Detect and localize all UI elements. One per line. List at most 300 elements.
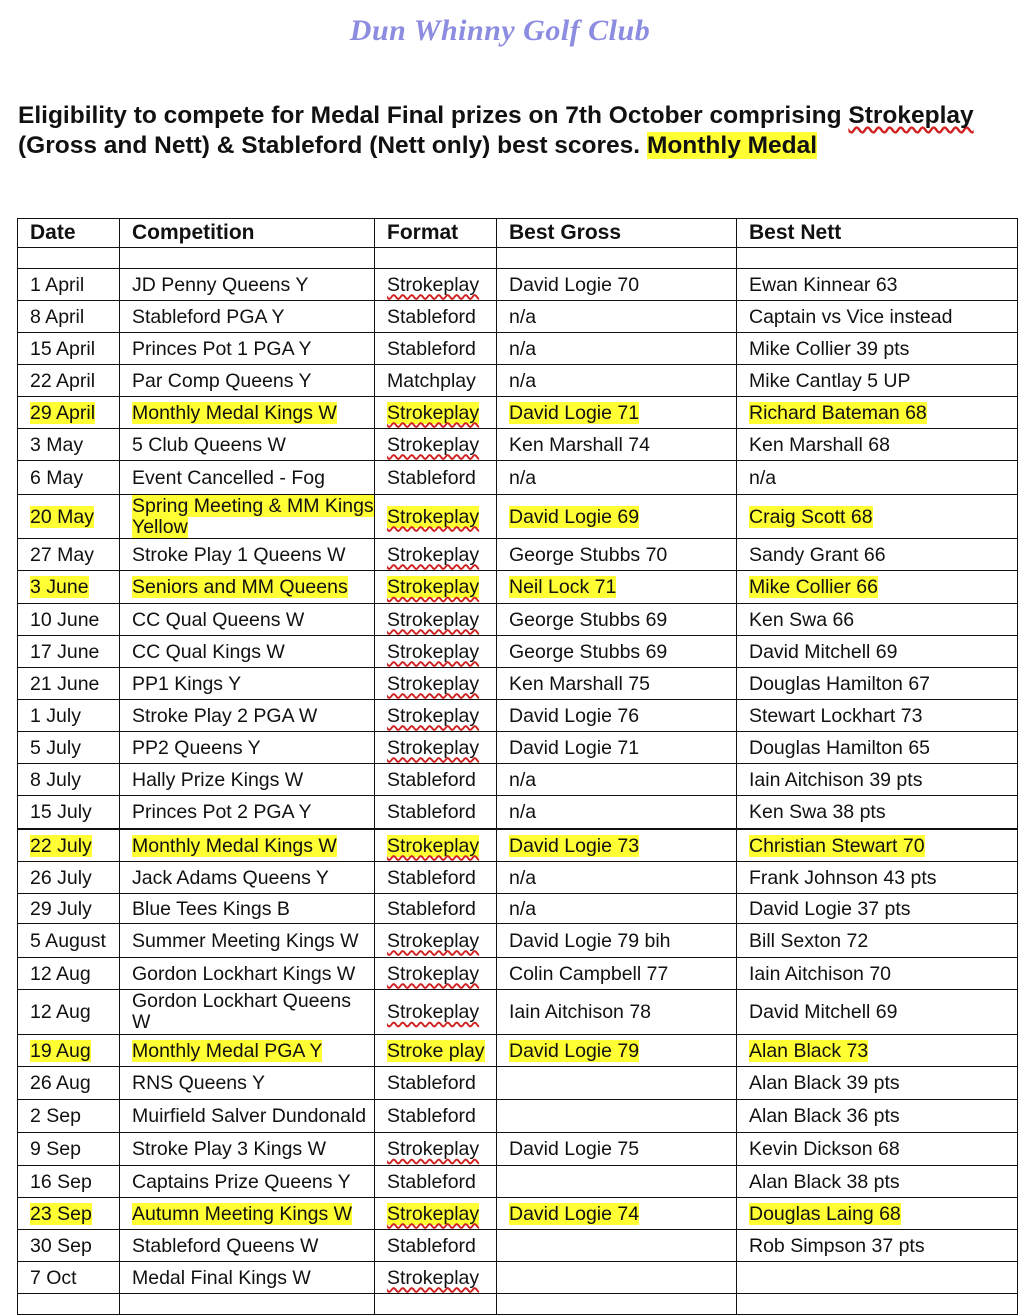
date-cell-text: 23 Sep [30, 1202, 92, 1225]
competition-cell [120, 862, 375, 894]
competition-cell-text: Stroke Play 2 PGA W [132, 704, 318, 727]
date-cell [18, 604, 120, 636]
table-row [18, 668, 1018, 700]
best-nett-cell [737, 1230, 1018, 1262]
competition-cell-text: Monthly Medal PGA Y [132, 1039, 323, 1062]
competition-cell-text: JD Penny Queens Y [132, 273, 309, 296]
format-cell [375, 1294, 497, 1315]
best-nett-cell [737, 829, 1018, 862]
best-nett-cell [737, 604, 1018, 636]
format-cell-text: Stroke play [387, 1039, 485, 1062]
table-row [18, 636, 1018, 668]
best-gross-cell-text: George Stubbs 69 [509, 608, 668, 631]
competition-cell-text: RNS Queens Y [132, 1072, 265, 1094]
table-row [18, 571, 1018, 604]
best-nett-cell-text: Iain Aitchison 39 pts [749, 768, 923, 791]
best-nett-cell-text: Alan Black 36 pts [749, 1105, 900, 1127]
format-cell-text: Strokeplay [387, 433, 480, 456]
date-cell [18, 958, 120, 990]
format-cell-text: Strokeplay [387, 1266, 480, 1289]
best-gross-cell [497, 539, 737, 571]
table-row [18, 365, 1018, 397]
table-row [18, 1294, 1018, 1315]
best-gross-cell-text: n/a [509, 305, 537, 328]
format-cell [375, 990, 497, 1035]
table-row [18, 397, 1018, 429]
competition-cell-text: CC Qual Queens W [132, 608, 305, 631]
best-gross-cell-text: David Logie 74 [509, 1202, 640, 1225]
table-row [18, 1100, 1018, 1133]
format-cell [375, 1100, 497, 1133]
best-nett-cell [737, 269, 1018, 301]
best-gross-cell [497, 1198, 737, 1230]
date-cell [18, 764, 120, 796]
competition-cell-text: Blue Tees Kings B [132, 897, 290, 920]
best-nett-cell [737, 668, 1018, 700]
table-row [18, 604, 1018, 636]
best-nett-cell-text: Alan Black 73 [749, 1039, 869, 1062]
format-cell [375, 1067, 497, 1100]
competition-cell-text: Summer Meeting Kings W [132, 929, 359, 952]
table-row [18, 429, 1018, 461]
best-gross-cell-text: n/a [509, 466, 537, 489]
format-cell [375, 539, 497, 571]
format-cell [375, 796, 497, 830]
date-cell-text: 22 July [30, 834, 92, 857]
format-cell [375, 958, 497, 990]
date-cell [18, 829, 120, 862]
competition-cell [120, 1166, 375, 1198]
date-cell-text: 5 August [30, 929, 106, 952]
table-row [18, 248, 1018, 269]
best-nett-cell [737, 894, 1018, 924]
table-row [18, 1133, 1018, 1166]
best-gross-cell-text: Iain Aitchison 78 [509, 1001, 652, 1023]
format-cell-text: Stableford [387, 466, 476, 489]
format-cell [375, 1230, 497, 1262]
best-nett-cell [737, 1067, 1018, 1100]
competition-cell-text: Spring Meeting & MM Kings Yellow [132, 494, 374, 538]
best-gross-cell-text: George Stubbs 69 [509, 640, 668, 663]
best-nett-cell [737, 301, 1018, 333]
best-nett-cell-text: Ken Marshall 68 [749, 433, 890, 456]
competition-cell [120, 1067, 375, 1100]
best-gross-cell-text: Ken Marshall 74 [509, 433, 650, 456]
best-nett-cell-text: Ken Swa 38 pts [749, 801, 886, 823]
date-cell [18, 1100, 120, 1133]
col-header-competition: Competition [120, 219, 375, 248]
format-cell-text: Strokeplay [387, 543, 480, 566]
best-gross-cell [497, 796, 737, 830]
date-cell-text: 3 May [30, 433, 84, 456]
best-gross-cell-text: n/a [509, 801, 537, 823]
date-cell-text: 26 Aug [30, 1072, 91, 1094]
competition-cell-text: Stroke Play 3 Kings W [132, 1138, 326, 1160]
date-cell-text: 29 July [30, 897, 92, 920]
competition-cell-text: Princes Pot 2 PGA Y [132, 801, 312, 823]
format-cell [375, 461, 497, 495]
best-gross-cell [497, 829, 737, 862]
competition-cell [120, 924, 375, 958]
date-cell-text: 29 April [30, 401, 96, 424]
competition-cell-text: Hally Prize Kings W [132, 768, 304, 791]
best-gross-cell [497, 1166, 737, 1198]
table-row [18, 764, 1018, 796]
table-row [18, 1230, 1018, 1262]
competition-cell [120, 1262, 375, 1294]
competition-cell-text: Princes Pot 1 PGA Y [132, 337, 312, 360]
best-nett-cell-text: Alan Black 39 pts [749, 1072, 900, 1094]
format-cell-text: Stableford [387, 866, 476, 889]
date-cell-text: 12 Aug [30, 962, 91, 985]
date-cell-text: 8 April [30, 305, 85, 328]
heading-strokeplay-word: Strokeplay [848, 102, 974, 129]
format-cell-text: Stableford [387, 897, 476, 920]
best-nett-cell [737, 862, 1018, 894]
format-cell [375, 1166, 497, 1198]
format-cell-text: Stableford [387, 768, 476, 791]
table-row [18, 1262, 1018, 1294]
results-table [17, 218, 1018, 1315]
competition-cell-text: Monthly Medal Kings W [132, 401, 337, 424]
best-gross-cell-text: n/a [509, 897, 537, 920]
table-row [18, 269, 1018, 301]
format-cell-text: Stableford [387, 1072, 476, 1094]
date-cell [18, 1067, 120, 1100]
competition-cell [120, 764, 375, 796]
competition-cell-text: 5 Club Queens W [132, 433, 286, 456]
date-cell-text: 21 June [30, 672, 100, 695]
best-gross-cell-text: David Logie 69 [509, 505, 640, 528]
best-nett-cell [737, 461, 1018, 495]
format-cell-text: Stableford [387, 1170, 476, 1193]
best-gross-cell-text: Colin Campbell 77 [509, 962, 669, 985]
date-cell [18, 539, 120, 571]
table-row [18, 461, 1018, 495]
format-cell-text: Matchplay [387, 369, 476, 392]
table-row [18, 1198, 1018, 1230]
table-row [18, 700, 1018, 732]
format-cell [375, 924, 497, 958]
competition-cell [120, 429, 375, 461]
date-cell [18, 732, 120, 764]
best-nett-cell [737, 539, 1018, 571]
date-cell-text: 3 June [30, 576, 89, 598]
date-cell-text: 15 July [30, 801, 92, 823]
date-cell [18, 1133, 120, 1166]
best-nett-cell-text: David Mitchell 69 [749, 640, 898, 663]
date-cell [18, 894, 120, 924]
results-body [18, 248, 1018, 1315]
best-nett-cell-text: Richard Bateman 68 [749, 401, 927, 424]
table-header-row [18, 219, 1018, 248]
competition-cell [120, 333, 375, 365]
competition-cell [120, 732, 375, 764]
table-row [18, 924, 1018, 958]
competition-cell-text: Stroke Play 1 Queens W [132, 543, 346, 566]
format-cell [375, 1133, 497, 1166]
best-nett-cell [737, 333, 1018, 365]
format-cell [375, 429, 497, 461]
date-cell-text: 30 Sep [30, 1234, 92, 1257]
competition-cell [120, 571, 375, 604]
format-cell [375, 269, 497, 301]
best-gross-cell [497, 924, 737, 958]
col-header-best-nett: Best Nett [737, 219, 1018, 248]
best-nett-cell [737, 732, 1018, 764]
best-gross-cell [497, 894, 737, 924]
table-row [18, 990, 1018, 1035]
best-nett-cell-text: Rob Simpson 37 pts [749, 1234, 925, 1257]
col-header-best-gross: Best Gross [497, 219, 737, 248]
table-row [18, 862, 1018, 894]
date-cell [18, 1230, 120, 1262]
competition-cell [120, 796, 375, 830]
date-cell [18, 700, 120, 732]
format-cell-text: Stableford [387, 337, 476, 360]
best-nett-cell-text: Sandy Grant 66 [749, 543, 886, 566]
date-cell [18, 1262, 120, 1294]
date-cell [18, 924, 120, 958]
format-cell [375, 894, 497, 924]
format-cell [375, 700, 497, 732]
competition-cell [120, 248, 375, 269]
best-gross-cell [497, 990, 737, 1035]
date-cell [18, 269, 120, 301]
best-nett-cell-text: Ken Swa 66 [749, 608, 855, 631]
competition-cell [120, 495, 375, 539]
best-gross-cell [497, 700, 737, 732]
best-gross-cell [497, 1133, 737, 1166]
best-nett-cell [737, 1035, 1018, 1067]
competition-cell-text: Stableford Queens W [132, 1234, 319, 1257]
best-gross-cell [497, 333, 737, 365]
best-nett-cell-text: Ewan Kinnear 63 [749, 273, 898, 296]
table-row [18, 894, 1018, 924]
format-cell-text: Strokeplay [387, 640, 480, 663]
best-nett-cell [737, 397, 1018, 429]
best-nett-cell-text: Iain Aitchison 70 [749, 962, 892, 985]
competition-cell [120, 700, 375, 732]
format-cell-text: Stableford [387, 1234, 476, 1257]
best-nett-cell-text: Stewart Lockhart 73 [749, 704, 923, 727]
best-nett-cell [737, 958, 1018, 990]
format-cell [375, 668, 497, 700]
heading-text-end: (Gross and Nett) & Stableford (Nett only) best scores. [18, 131, 647, 159]
best-gross-cell-text: Ken Marshall 75 [509, 672, 650, 695]
competition-cell-text: Monthly Medal Kings W [132, 834, 337, 857]
format-cell-text: Strokeplay [387, 736, 480, 759]
best-nett-cell [737, 1198, 1018, 1230]
best-gross-cell-text: Neil Lock 71 [509, 576, 617, 598]
competition-cell [120, 894, 375, 924]
best-gross-cell-text: David Logie 75 [509, 1138, 640, 1160]
format-cell [375, 495, 497, 539]
best-nett-cell [737, 1262, 1018, 1294]
date-cell [18, 429, 120, 461]
format-cell-text: Strokeplay [387, 929, 480, 952]
date-cell-text: 17 June [30, 640, 100, 663]
format-cell [375, 604, 497, 636]
date-cell-text: 7 Oct [30, 1266, 77, 1289]
date-cell-text: 19 Aug [30, 1039, 91, 1062]
best-gross-cell [497, 732, 737, 764]
date-cell-text: 8 July [30, 768, 81, 791]
competition-cell [120, 604, 375, 636]
date-cell-text: 16 Sep [30, 1170, 92, 1193]
best-gross-cell-text: David Logie 73 [509, 834, 640, 857]
best-nett-cell [737, 429, 1018, 461]
best-gross-cell [497, 1230, 737, 1262]
date-cell [18, 796, 120, 830]
best-nett-cell [737, 990, 1018, 1035]
table-row [18, 1035, 1018, 1067]
date-cell-text: 1 April [30, 273, 85, 296]
date-cell [18, 1166, 120, 1198]
competition-cell [120, 958, 375, 990]
table-row [18, 539, 1018, 571]
table-row [18, 333, 1018, 365]
best-nett-cell [737, 924, 1018, 958]
best-gross-cell [497, 429, 737, 461]
best-gross-cell [497, 958, 737, 990]
date-cell [18, 248, 120, 269]
competition-cell [120, 668, 375, 700]
date-cell [18, 1294, 120, 1315]
best-nett-cell-text: Frank Johnson 43 pts [749, 866, 937, 889]
best-nett-cell-text: Mike Cantlay 5 UP [749, 369, 911, 392]
best-gross-cell-text: n/a [509, 337, 537, 360]
best-nett-cell [737, 495, 1018, 539]
date-cell-text: 12 Aug [30, 1001, 91, 1023]
best-nett-cell [737, 796, 1018, 830]
best-gross-cell [497, 461, 737, 495]
best-gross-cell [497, 604, 737, 636]
format-cell-text: Strokeplay [387, 273, 480, 296]
best-gross-cell [497, 1294, 737, 1315]
best-gross-cell [497, 571, 737, 604]
date-cell [18, 365, 120, 397]
date-cell-text: 27 May [30, 543, 94, 566]
best-gross-cell [497, 365, 737, 397]
best-nett-cell [737, 1166, 1018, 1198]
date-cell-text: 1 July [30, 704, 81, 727]
best-gross-cell [497, 1035, 737, 1067]
competition-cell-text: Event Cancelled - Fog [132, 466, 325, 489]
date-cell-text: 26 July [30, 866, 92, 889]
competition-cell [120, 301, 375, 333]
format-cell-text: Strokeplay [387, 1202, 480, 1225]
competition-cell-text: Seniors and MM Queens [132, 576, 348, 598]
format-cell-text: Strokeplay [387, 704, 480, 727]
date-cell [18, 990, 120, 1035]
best-gross-cell [497, 636, 737, 668]
format-cell [375, 301, 497, 333]
best-nett-cell-text: Kevin Dickson 68 [749, 1138, 900, 1160]
best-gross-cell-text: n/a [509, 369, 537, 392]
best-gross-cell-text: n/a [509, 768, 537, 791]
format-cell [375, 1262, 497, 1294]
table-row [18, 301, 1018, 333]
competition-cell-text: Medal Final Kings W [132, 1266, 311, 1289]
competition-cell [120, 1294, 375, 1315]
best-gross-cell-text: David Logie 71 [509, 401, 640, 424]
date-cell-text: 15 April [30, 337, 96, 360]
col-header-date: Date [18, 219, 120, 248]
date-cell [18, 1035, 120, 1067]
format-cell [375, 333, 497, 365]
competition-cell-text: CC Qual Kings W [132, 640, 285, 663]
best-gross-cell-text: George Stubbs 70 [509, 543, 668, 566]
table-row [18, 958, 1018, 990]
competition-cell-text: PP1 Kings Y [132, 672, 242, 695]
best-nett-cell [737, 700, 1018, 732]
date-cell-text: 5 July [30, 736, 81, 759]
date-cell [18, 461, 120, 495]
format-cell [375, 1198, 497, 1230]
best-nett-cell-text: Douglas Hamilton 65 [749, 736, 931, 759]
best-nett-cell-text: Mike Collier 39 pts [749, 337, 910, 360]
competition-cell-text: Autumn Meeting Kings W [132, 1202, 353, 1225]
table-row [18, 1166, 1018, 1198]
competition-cell [120, 269, 375, 301]
date-cell-text: 6 May [30, 466, 84, 489]
competition-cell [120, 365, 375, 397]
col-header-format: Format [375, 219, 497, 248]
format-cell-text: Strokeplay [387, 1001, 480, 1023]
competition-cell [120, 1035, 375, 1067]
competition-cell [120, 1230, 375, 1262]
best-nett-cell-text: Bill Sexton 72 [749, 929, 869, 952]
best-nett-cell-text: David Logie 37 pts [749, 897, 911, 920]
format-cell-text: Strokeplay [387, 576, 480, 598]
best-nett-cell [737, 1133, 1018, 1166]
best-nett-cell-text: n/a [749, 466, 777, 489]
competition-cell-text: Stableford PGA Y [132, 305, 285, 328]
competition-cell [120, 829, 375, 862]
eligibility-heading [18, 101, 1008, 160]
best-nett-cell [737, 1100, 1018, 1133]
best-gross-cell [497, 764, 737, 796]
date-cell [18, 495, 120, 539]
competition-cell [120, 1198, 375, 1230]
date-cell [18, 636, 120, 668]
best-nett-cell [737, 571, 1018, 604]
date-cell-text: 10 June [30, 608, 100, 631]
format-cell-text: Strokeplay [387, 401, 480, 424]
format-cell [375, 862, 497, 894]
format-cell-text: Stableford [387, 1105, 476, 1127]
best-gross-cell-text: David Logie 79 [509, 1039, 640, 1062]
best-gross-cell [497, 1100, 737, 1133]
format-cell [375, 248, 497, 269]
format-cell-text: Strokeplay [387, 834, 480, 857]
competition-cell [120, 397, 375, 429]
best-gross-cell [497, 248, 737, 269]
best-gross-cell-text: David Logie 71 [509, 736, 640, 759]
best-gross-cell-text: n/a [509, 866, 537, 889]
competition-cell-text: Gordon Lockhart Queens W [132, 990, 351, 1033]
heading-text-start: Eligibility to compete for Medal Final prizes on 7th October comprising [18, 102, 849, 129]
format-cell-text: Strokeplay [387, 505, 480, 528]
format-cell [375, 829, 497, 862]
best-nett-cell [737, 1294, 1018, 1315]
date-cell [18, 668, 120, 700]
best-nett-cell [737, 764, 1018, 796]
best-gross-cell-text: David Logie 70 [509, 273, 640, 296]
format-cell [375, 732, 497, 764]
competition-cell [120, 1133, 375, 1166]
